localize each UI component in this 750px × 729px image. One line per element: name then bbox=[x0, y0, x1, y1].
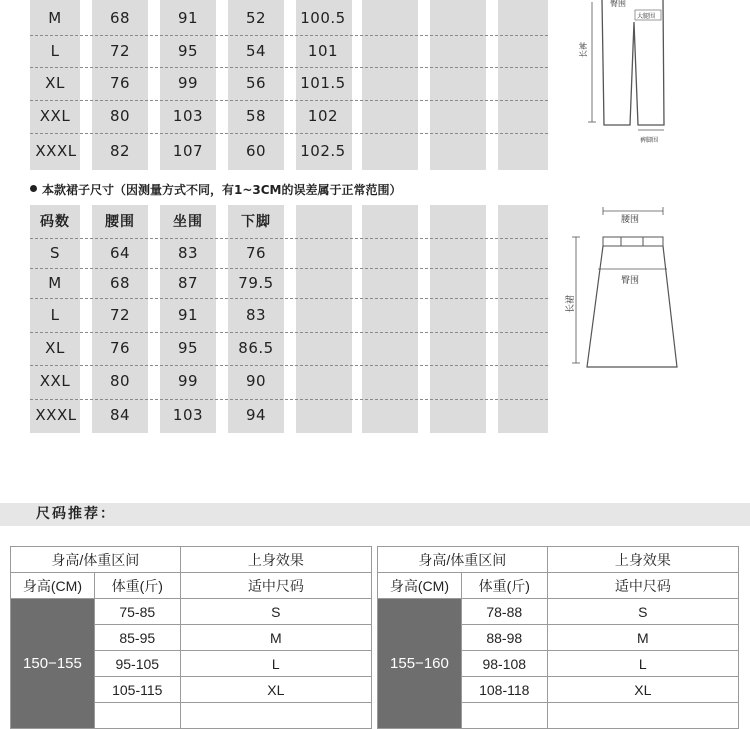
skirt-hip-label: 臀围 bbox=[621, 276, 640, 286]
hip-label: 臀围 bbox=[610, 0, 626, 8]
table-cell: 86.5 bbox=[238, 339, 274, 357]
table-cell: 79.5 bbox=[238, 274, 274, 292]
table-cell: 84 bbox=[109, 406, 131, 424]
table-cell: 83 bbox=[177, 244, 199, 262]
weight-cell bbox=[461, 703, 547, 729]
size-cell bbox=[180, 703, 371, 729]
skirt-size-note: 本款裙子尺寸（因测量方式不同，有1~3CM的误差属于正常范围） bbox=[42, 183, 402, 197]
table-cell: 60 bbox=[245, 142, 267, 160]
table-cell: 90 bbox=[245, 372, 267, 390]
recommend-title: 尺码推荐： bbox=[36, 506, 116, 522]
weight-cell bbox=[94, 703, 180, 729]
table-cell: 76 bbox=[109, 74, 131, 92]
size-cell: M bbox=[180, 625, 371, 651]
weight-cell: 85-95 bbox=[94, 625, 180, 651]
pants-size-table bbox=[0, 0, 560, 172]
column-header: 下脚 bbox=[241, 214, 271, 230]
bullet-icon bbox=[30, 185, 37, 192]
column-band bbox=[498, 0, 548, 170]
size-cell: M bbox=[48, 9, 62, 27]
table-cell: 102.5 bbox=[300, 142, 346, 160]
table-cell: 99 bbox=[177, 372, 199, 390]
table-cell: 76 bbox=[245, 244, 267, 262]
table-cell: 76 bbox=[109, 339, 131, 357]
column-header: 上身效果 bbox=[547, 547, 738, 573]
table-cell: 101 bbox=[307, 42, 339, 60]
table-cell: 72 bbox=[109, 42, 131, 60]
table-cell: 95 bbox=[177, 42, 199, 60]
table-cell: 95 bbox=[177, 339, 199, 357]
size-cell: L bbox=[50, 42, 60, 60]
column-header: 身高/体重区间 bbox=[378, 547, 548, 573]
table-cell: 64 bbox=[109, 244, 131, 262]
table-cell: 68 bbox=[109, 9, 131, 27]
weight-cell: 105-115 bbox=[94, 677, 180, 703]
column-header: 体重(斤) bbox=[461, 573, 547, 599]
weight-cell: 78-88 bbox=[461, 599, 547, 625]
table-cell: 68 bbox=[109, 274, 131, 292]
column-header: 身高(CM) bbox=[378, 573, 462, 599]
table-cell: 56 bbox=[245, 74, 267, 92]
thigh-label: 大腿围 bbox=[637, 13, 656, 20]
column-header: 适中尺码 bbox=[180, 573, 371, 599]
weight-cell: 88-98 bbox=[461, 625, 547, 651]
size-cell: XL bbox=[45, 339, 65, 357]
size-cell: XXXL bbox=[35, 406, 77, 424]
weight-cell: 95-105 bbox=[94, 651, 180, 677]
weight-cell: 75-85 bbox=[94, 599, 180, 625]
size-cell: S bbox=[49, 244, 61, 262]
table-cell: 82 bbox=[109, 142, 131, 160]
column-header: 腰围 bbox=[105, 214, 135, 230]
table-cell: 72 bbox=[109, 306, 131, 324]
table-cell: 91 bbox=[177, 306, 199, 324]
size-cell: L bbox=[180, 651, 371, 677]
table-cell: 54 bbox=[245, 42, 267, 60]
weight-cell: 98-108 bbox=[461, 651, 547, 677]
size-cell: XXL bbox=[39, 372, 71, 390]
table-cell: 80 bbox=[109, 107, 131, 125]
table-cell: 100.5 bbox=[300, 9, 346, 27]
table-cell: 107 bbox=[172, 142, 204, 160]
size-cell: XXXL bbox=[35, 142, 77, 160]
size-cell: M bbox=[48, 274, 62, 292]
size-cell: S bbox=[547, 599, 738, 625]
column-header: 码数 bbox=[40, 214, 70, 230]
row-divider bbox=[30, 298, 548, 299]
size-cell: XXL bbox=[39, 107, 71, 125]
pants-length-label: 长裤 bbox=[579, 42, 588, 58]
recommend-table-right bbox=[377, 546, 739, 729]
column-band bbox=[430, 0, 486, 170]
size-cell: XL bbox=[45, 74, 65, 92]
column-header: 坐围 bbox=[173, 214, 203, 230]
table-cell: 83 bbox=[245, 306, 267, 324]
size-cell: XL bbox=[180, 677, 371, 703]
table-cell: 80 bbox=[109, 372, 131, 390]
size-cell: L bbox=[50, 306, 60, 324]
table-cell: 87 bbox=[177, 274, 199, 292]
height-range-cell: 155−160 bbox=[378, 599, 462, 729]
size-cell: M bbox=[547, 625, 738, 651]
column-header: 体重(斤) bbox=[94, 573, 180, 599]
column-header: 身高/体重区间 bbox=[11, 547, 181, 573]
table-cell: 94 bbox=[245, 406, 267, 424]
waist-label: 腰围 bbox=[621, 215, 640, 225]
size-cell: XL bbox=[547, 677, 738, 703]
table-cell: 91 bbox=[177, 9, 199, 27]
height-range-cell: 150−155 bbox=[11, 599, 95, 729]
weight-cell: 108-118 bbox=[461, 677, 547, 703]
skirt-length-label: 长裙 bbox=[566, 294, 576, 313]
table-cell: 101.5 bbox=[300, 74, 346, 92]
row-divider bbox=[30, 133, 548, 134]
table-cell: 103 bbox=[172, 107, 204, 125]
column-header: 身高(CM) bbox=[11, 573, 95, 599]
table-cell: 99 bbox=[177, 74, 199, 92]
table-cell: 58 bbox=[245, 107, 267, 125]
skirt-diagram bbox=[565, 205, 695, 375]
skirt-size-table bbox=[0, 205, 560, 435]
size-cell bbox=[547, 703, 738, 729]
column-band bbox=[362, 0, 418, 170]
size-cell: L bbox=[547, 651, 738, 677]
table-cell: 102 bbox=[307, 107, 339, 125]
size-cell: S bbox=[180, 599, 371, 625]
table-cell: 103 bbox=[172, 406, 204, 424]
recommend-table-left bbox=[10, 546, 372, 729]
column-header: 上身效果 bbox=[180, 547, 371, 573]
column-header: 适中尺码 bbox=[547, 573, 738, 599]
hem-label: 裤脚围 bbox=[640, 137, 659, 144]
pants-diagram bbox=[580, 0, 700, 150]
table-cell: 52 bbox=[245, 9, 267, 27]
